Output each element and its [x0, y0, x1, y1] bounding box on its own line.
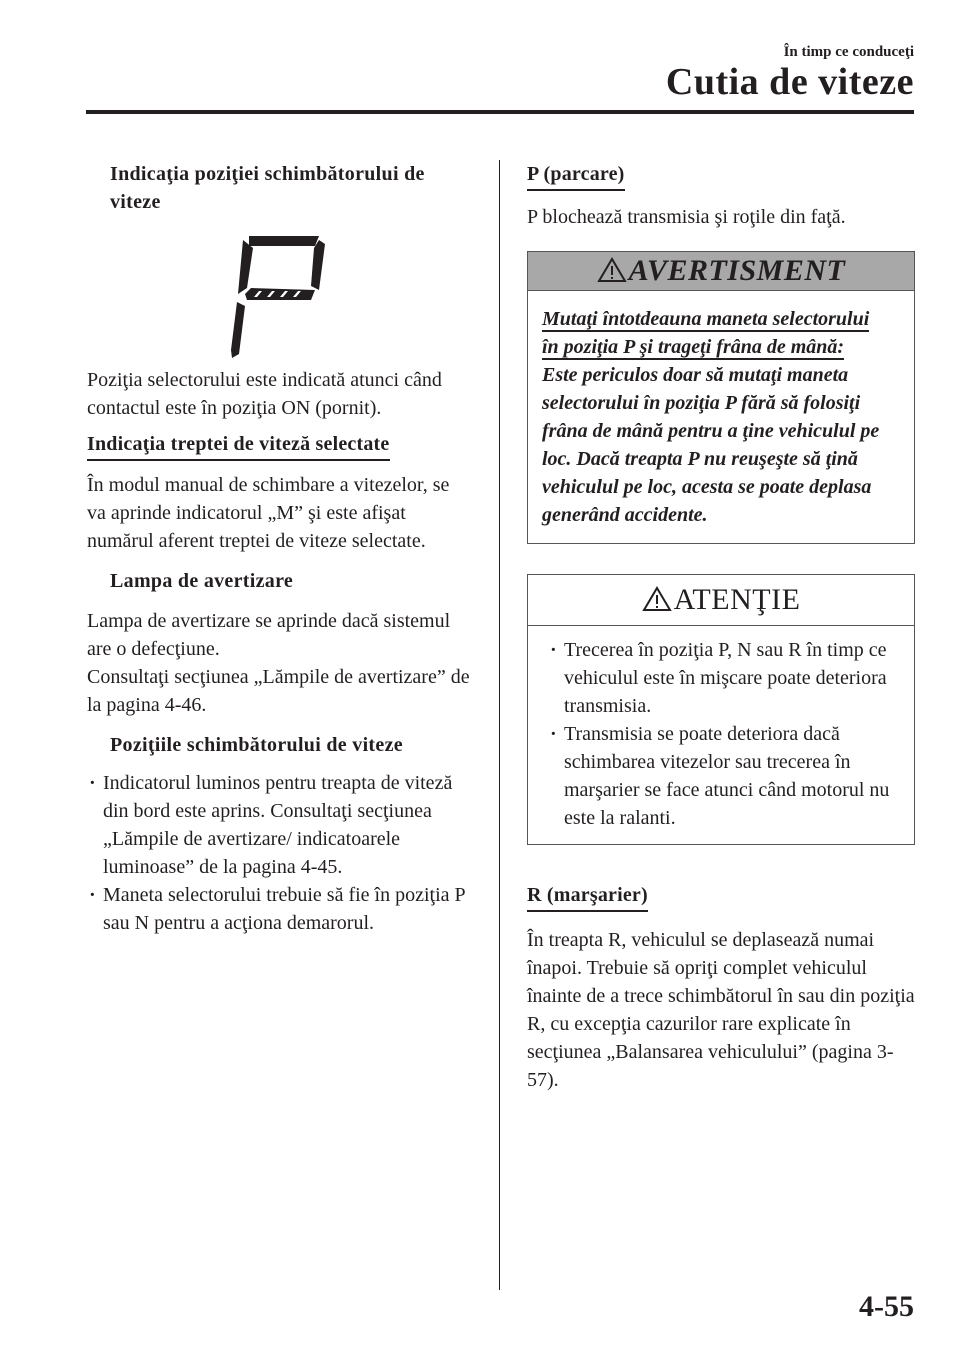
page-number: 4-55 [859, 1290, 914, 1323]
caution-triangle-icon [642, 586, 672, 612]
reverse-text: În treapta R, vehiculul se deplasează numai înapoi. Trebuie să opriţi complet vehiculul înainte de a trece schimbătorul în sau din poziţia R, cu excepţia cazurilor rare explicate în secţiunea „Balansarea vehiculului” (pagina 3-57). [527, 929, 915, 1091]
list-item: · Trecerea în poziţia P, N sau R în timp ce vehiculul este în mişcare poate deteriora transmisia. [548, 636, 900, 720]
warning-box [527, 251, 915, 544]
warning-triangle-icon [597, 257, 627, 283]
caution-header [528, 575, 914, 626]
park-heading: P (parcare) [527, 160, 625, 191]
warning-lamp-heading: Lampa de avertizare [110, 570, 294, 592]
warning-text: Este periculos doar să mutaţi maneta selectorului în poziţia P fără să folosiţi frâna de mână pentru a ţine vehiculul pe loc. Dacă treapta P nu reuşeşte să ţină vehiculul pe loc, acesta se poate deplasa generând accidente. [542, 364, 880, 526]
park-text: P blochează transmisia şi roţile din faţă. [527, 206, 846, 228]
gear-display-figure [227, 230, 327, 360]
page-title: Cutia de viteze [665, 61, 914, 103]
warning-title: AVERTISMENT [628, 254, 846, 287]
gear-position-heading: Indicaţia poziţiei schimbătorului de viteze [110, 163, 425, 213]
shifter-positions-heading: Poziţiile schimbătorului de viteze [110, 734, 403, 756]
gear-position-text: Poziţia selectorului este indicată atunci când contactul este în poziţia ON (pornit). [87, 369, 442, 419]
right-column [527, 160, 915, 1094]
warning-header [528, 252, 914, 291]
list-item: · Maneta selectorului trebuie să fie în poziţia P sau N pentru a acţiona demarorul. [87, 881, 472, 937]
warning-instruction: Mutaţi întotdeauna maneta selectorului în poziţia P şi trageţi frâna de mână: [542, 308, 870, 358]
warning-lamp-text-2: Consultaţi secţiunea „Lămpile de avertizare” de la pagina 4-46. [87, 666, 470, 716]
caution-body [528, 626, 914, 844]
header-divider [86, 110, 914, 114]
warning-body [528, 291, 914, 543]
list-item: · Indicatorul luminos pentru treapta de viteză din bord este aprins. Consultaţi secţiunea „Lămpile de avertizare/ indicatoarele luminoase” de la pagina 4-45. [87, 769, 472, 881]
caution-title: ATENŢIE [673, 583, 801, 616]
section-label: În timp ce conduceţi [783, 44, 914, 60]
selected-gear-text: În modul manual de schimbare a vitezelor, se va aprinde indicatorul „M” şi este afişat numărul aferent treptei de viteze selectate. [87, 474, 450, 552]
warning-lamp-text-1: Lampa de avertizare se aprinde dacă sistemul are o defecţiune. [87, 610, 451, 660]
column-divider [499, 160, 500, 1290]
selected-gear-heading: Indicaţia treptei de viteză selectate [87, 430, 390, 461]
left-column [87, 160, 472, 937]
list-item: · Transmisia se poate deteriora dacă schimbarea vitezelor sau trecerea în marşarier se face atunci când motorul nu este la ralanti. [548, 720, 900, 832]
segment-p-icon [227, 230, 327, 360]
caution-box [527, 574, 915, 845]
reverse-heading: R (marşarier) [527, 881, 648, 912]
